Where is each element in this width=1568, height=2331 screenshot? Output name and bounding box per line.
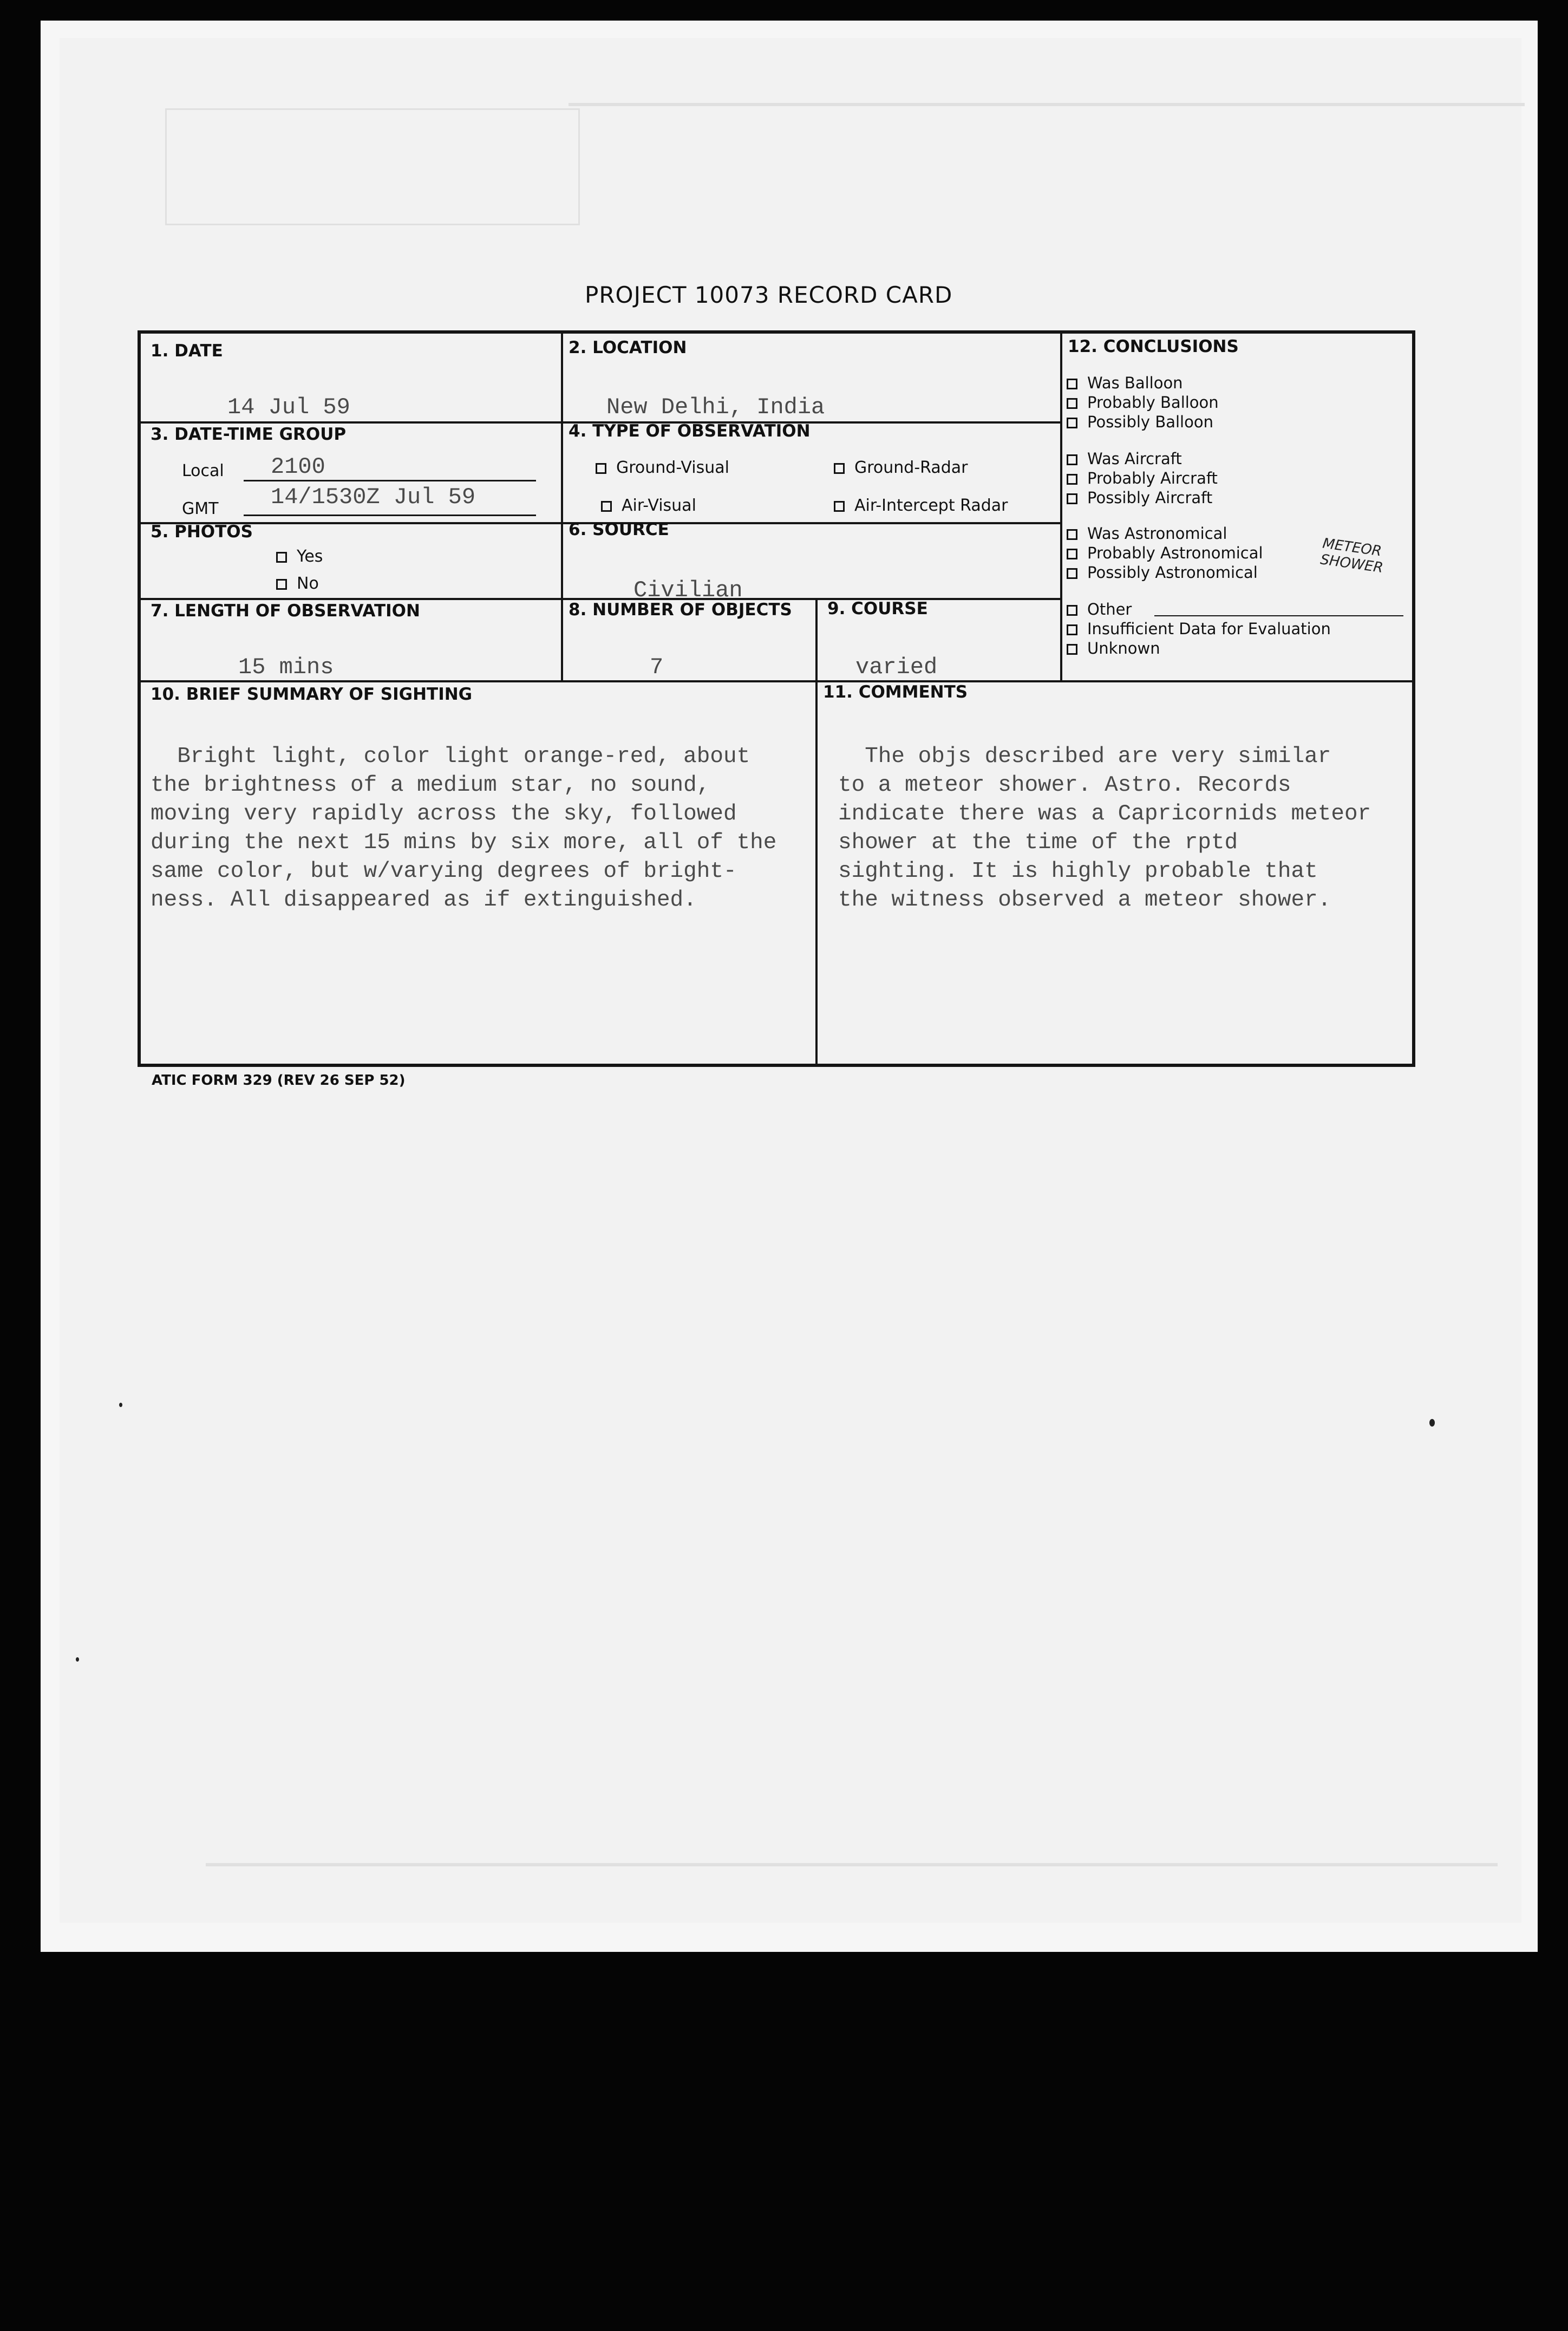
comments-line: sighting. It is highly probable that	[838, 859, 1318, 884]
conclusion-possibly-balloon[interactable]: Possibly Balloon	[1067, 413, 1213, 431]
conclusion-checkbox[interactable]	[1067, 624, 1077, 635]
photos-no-option[interactable]: No	[276, 574, 319, 593]
gmt-underline	[244, 515, 536, 516]
comments-line: shower at the time of the rptd	[838, 830, 1238, 855]
photos-no-checkbox[interactable]	[276, 579, 287, 590]
conclusion-checkbox[interactable]	[1067, 474, 1077, 485]
dust-speck	[76, 1657, 79, 1662]
air-intercept-radar-checkbox[interactable]	[834, 501, 845, 512]
bleed-through-rule	[569, 103, 1525, 106]
location-label: 2. LOCATION	[569, 338, 687, 357]
ground-radar-option[interactable]: Ground-Radar	[834, 458, 968, 477]
type-of-observation-label: 4. TYPE OF OBSERVATION	[569, 421, 811, 441]
conclusion-checkbox[interactable]	[1067, 568, 1077, 579]
local-label: Local	[182, 461, 224, 480]
number-of-objects-value: 7	[650, 654, 664, 680]
length-value: 15 mins	[238, 654, 334, 680]
course-label: 9. COURSE	[827, 599, 928, 618]
number-of-objects-label: 8. NUMBER OF OBJECTS	[569, 600, 792, 620]
conclusion-probably-astronomical[interactable]: Probably Astronomical	[1067, 544, 1263, 562]
local-underline	[244, 480, 536, 481]
conclusion-was-astronomical[interactable]: Was Astronomical	[1067, 524, 1227, 543]
local-time-value: 2100	[271, 454, 325, 480]
air-visual-checkbox[interactable]	[601, 501, 612, 512]
length-of-observation-label: 7. LENGTH OF OBSERVATION	[151, 601, 420, 621]
conclusion-checkbox[interactable]	[1067, 529, 1077, 540]
summary-line: the brightness of a medium star, no sound,	[151, 773, 710, 798]
conclusion-checkbox[interactable]	[1067, 605, 1077, 616]
comments-label: 11. COMMENTS	[823, 682, 968, 702]
conclusion-possibly-astronomical[interactable]: Possibly Astronomical	[1067, 563, 1258, 582]
comments-line: The objs described are very similar	[838, 744, 1331, 769]
handwritten-meteor-shower-note: METEOR SHOWER	[1319, 535, 1384, 577]
photos-yes-checkbox[interactable]	[276, 552, 287, 563]
conclusion-checkbox[interactable]	[1067, 379, 1077, 389]
dust-speck	[119, 1403, 122, 1407]
conclusion-checkbox[interactable]	[1067, 418, 1077, 428]
photos-yes-option[interactable]: Yes	[276, 547, 323, 566]
conclusion-probably-balloon[interactable]: Probably Balloon	[1067, 393, 1219, 412]
conclusion-was-aircraft[interactable]: Was Aircraft	[1067, 450, 1182, 468]
gmt-value: 14/1530Z Jul 59	[271, 484, 476, 510]
conclusion-other[interactable]: Other	[1067, 600, 1132, 618]
summary-label: 10. BRIEF SUMMARY OF SIGHTING	[151, 685, 473, 704]
conclusion-unknown[interactable]: Unknown	[1067, 639, 1160, 657]
conclusion-possibly-aircraft[interactable]: Possibly Aircraft	[1067, 489, 1212, 507]
source-label: 6. SOURCE	[569, 520, 669, 539]
photos-label: 5. PHOTOS	[151, 522, 253, 542]
summary-line: ness. All disappeared as if extinguished.	[151, 888, 697, 913]
ground-visual-option[interactable]: Ground-Visual	[596, 458, 729, 477]
bleed-through-box	[165, 108, 580, 225]
conclusions-label: 12. CONCLUSIONS	[1068, 337, 1239, 356]
conclusion-checkbox[interactable]	[1067, 398, 1077, 409]
course-value: varied	[855, 654, 938, 680]
comments-line: the witness observed a meteor shower.	[838, 888, 1331, 913]
col-divider	[561, 334, 563, 680]
date-value: 14 Jul 59	[227, 394, 350, 420]
form-number: ATIC FORM 329 (REV 26 SEP 52)	[152, 1072, 406, 1089]
location-value: New Delhi, India	[606, 394, 825, 420]
row-divider	[141, 680, 1412, 682]
other-underline	[1154, 615, 1403, 616]
air-intercept-radar-option[interactable]: Air-Intercept Radar	[834, 496, 1008, 515]
card-title: PROJECT 10073 RECORD CARD	[585, 282, 953, 308]
conclusion-checkbox[interactable]	[1067, 454, 1077, 465]
conclusion-checkbox[interactable]	[1067, 493, 1077, 504]
bleed-through-rule	[206, 1863, 1498, 1866]
dust-speck	[1429, 1419, 1435, 1427]
conclusion-probably-aircraft[interactable]: Probably Aircraft	[1067, 469, 1218, 487]
gmt-label: GMT	[182, 499, 219, 518]
conclusion-was-balloon[interactable]: Was Balloon	[1067, 374, 1183, 392]
summary-line: moving very rapidly across the sky, followed	[151, 802, 737, 826]
comments-text	[838, 714, 1371, 943]
conclusion-checkbox[interactable]	[1067, 549, 1077, 559]
ground-radar-checkbox[interactable]	[834, 463, 845, 474]
air-visual-option[interactable]: Air-Visual	[601, 496, 696, 515]
conclusion-checkbox[interactable]	[1067, 644, 1077, 655]
date-time-group-label: 3. DATE-TIME GROUP	[151, 425, 347, 444]
date-label: 1. DATE	[151, 341, 223, 361]
conclusion-insufficient-data[interactable]: Insufficient Data for Evaluation	[1067, 620, 1331, 638]
comments-line: to a meteor shower. Astro. Records	[838, 773, 1291, 798]
summary-line: same color, but w/varying degrees of bright-	[151, 859, 737, 884]
col-divider	[1060, 334, 1062, 680]
summary-text	[151, 714, 776, 943]
source-value: Civilian	[633, 577, 743, 603]
ground-visual-checkbox[interactable]	[596, 463, 606, 474]
col-divider	[815, 598, 818, 1065]
comments-line: indicate there was a Capricornids meteor	[838, 802, 1371, 826]
summary-line: during the next 15 mins by six more, all of the	[151, 830, 777, 855]
summary-line: Bright light, color light orange-red, about	[151, 744, 750, 769]
